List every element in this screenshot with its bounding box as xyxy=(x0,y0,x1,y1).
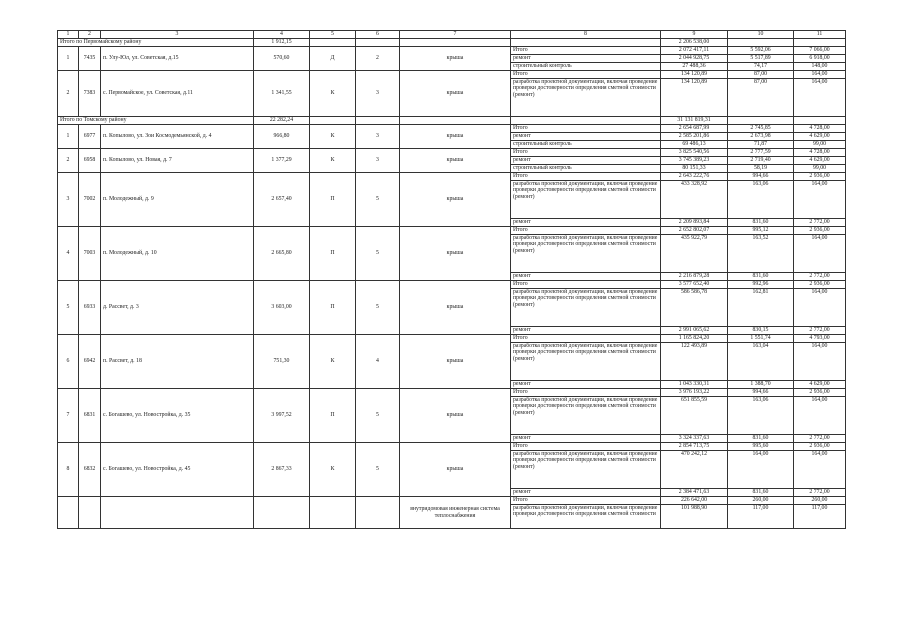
empty-cell xyxy=(794,117,846,125)
house-area: 1 377,29 xyxy=(254,149,310,173)
house-id: 6831 xyxy=(79,389,101,443)
house-address: п. Рассвет, д. 18 xyxy=(101,335,254,389)
tomsky-house-4-line-1 xyxy=(58,227,846,235)
cost-limit: 4 793,00 xyxy=(794,335,846,343)
empty-cell xyxy=(101,497,254,529)
cost-per-sqm: 2 673,98 xyxy=(728,133,794,141)
work-type: крыша xyxy=(400,227,511,281)
column-number-1: 1 xyxy=(58,31,79,39)
row-number: 4 xyxy=(58,227,79,281)
cost-per-sqm: 163,06 xyxy=(728,181,794,219)
house-class: П xyxy=(310,173,356,227)
cost-per-sqm: 2 719,40 xyxy=(728,157,794,165)
column-number-7: 7 xyxy=(400,31,511,39)
work-description: строительный контроль xyxy=(511,63,661,71)
empty-cell xyxy=(794,39,846,47)
house-id: 6942 xyxy=(79,335,101,389)
empty-cell xyxy=(400,117,511,125)
cost-limit: 2 936,00 xyxy=(794,227,846,235)
house-floors: 5 xyxy=(356,281,400,335)
work-description: Итого xyxy=(511,173,661,181)
work-description: ремонт xyxy=(511,327,661,335)
house-floors: 5 xyxy=(356,443,400,497)
cost-per-sqm: 1 551,74 xyxy=(728,335,794,343)
work-description: Итого xyxy=(511,149,661,157)
empty-cell xyxy=(400,39,511,47)
cost-limit: 164,00 xyxy=(794,181,846,219)
cost-total: 2 652 802,07 xyxy=(661,227,728,235)
empty-cell xyxy=(511,39,661,47)
cost-total: 3 324 337,63 xyxy=(661,435,728,443)
cost-total: 2 044 928,75 xyxy=(661,55,728,63)
cost-per-sqm: 831,60 xyxy=(728,219,794,227)
house-area: 2 867,33 xyxy=(254,443,310,497)
cost-total: 2 209 893,84 xyxy=(661,219,728,227)
cost-total: 433 328,92 xyxy=(661,181,728,219)
cost-per-sqm: 71,87 xyxy=(728,141,794,149)
work-description: ремонт xyxy=(511,489,661,497)
house-address: п. Улу-Юл, ул. Советская, д.15 xyxy=(101,47,254,71)
cost-per-sqm: 117,00 xyxy=(728,505,794,529)
house-address: п. Копылово, ул. Новая, д. 7 xyxy=(101,149,254,173)
cost-total: 2 854 713,75 xyxy=(661,443,728,451)
row-number: 2 xyxy=(58,149,79,173)
row-number: 3 xyxy=(58,173,79,227)
cost-total: 134 120,89 xyxy=(661,79,728,117)
house-id: 6832 xyxy=(79,443,101,497)
work-description: разработка проектной документации, включая проведение проверки достоверности определения сметной стоимости (ремонт) xyxy=(511,397,661,435)
house-floors: 4 xyxy=(356,335,400,389)
work-description: разработка проектной документации, включая проведение проверки достоверности определения сметной стоимости (ремонт) xyxy=(511,79,661,117)
cost-total: 1 165 824,20 xyxy=(661,335,728,343)
cost-per-sqm: 260,00 xyxy=(728,497,794,505)
cost-total: 101 988,90 xyxy=(661,505,728,529)
cost-total: 2 643 222,76 xyxy=(661,173,728,181)
work-description: Итого xyxy=(511,443,661,451)
empty-cell xyxy=(356,497,400,529)
house-id: 7003 xyxy=(79,227,101,281)
cost-limit: 4 629,00 xyxy=(794,381,846,389)
row-number: 1 xyxy=(58,125,79,149)
house-id: 6958 xyxy=(79,149,101,173)
house-floors: 3 xyxy=(356,71,400,117)
cost-limit: 164,00 xyxy=(794,289,846,327)
cost-total: 1 043 330,31 xyxy=(661,381,728,389)
cost-per-sqm: 994,66 xyxy=(728,173,794,181)
house-class: К xyxy=(310,71,356,117)
tomsky-total-row xyxy=(58,117,846,125)
cost-limit: 164,00 xyxy=(794,235,846,273)
cost-limit: 164,00 xyxy=(794,71,846,79)
tomsky-house-7-line-1 xyxy=(58,389,846,397)
cost-total: 80 151,33 xyxy=(661,165,728,173)
cost-per-sqm: 58,19 xyxy=(728,165,794,173)
house-address: д. Рассвет, д. 3 xyxy=(101,281,254,335)
work-type: крыша xyxy=(400,47,511,71)
work-description: разработка проектной документации, включая проведение проверки достоверности определения сметной стоимости (ремонт) xyxy=(511,451,661,489)
cost-limit: 2 772,00 xyxy=(794,327,846,335)
house-id: 6977 xyxy=(79,125,101,149)
cost-per-sqm: 87,00 xyxy=(728,79,794,117)
work-description: Итого xyxy=(511,227,661,235)
house-address: п. Копылово, ул. Зои Космодемьянской, д. 4 xyxy=(101,125,254,149)
work-description: Итого xyxy=(511,497,661,505)
cost-limit: 4 728,00 xyxy=(794,149,846,157)
cost-per-sqm: 1 388,70 xyxy=(728,381,794,389)
column-number-5: 5 xyxy=(310,31,356,39)
cost-limit: 260,00 xyxy=(794,497,846,505)
work-type: крыша xyxy=(400,443,511,497)
row-number: 1 xyxy=(58,47,79,71)
house-area: 2 657,40 xyxy=(254,173,310,227)
work-description: Итого xyxy=(511,281,661,289)
work-description: разработка проектной документации, включая проведение проверки достоверности определения сметной стоимости xyxy=(511,505,661,529)
work-description: ремонт xyxy=(511,381,661,389)
tail-line-1 xyxy=(58,497,846,505)
table-body xyxy=(58,31,846,529)
house-class: К xyxy=(310,125,356,149)
cost-limit: 2 936,00 xyxy=(794,281,846,289)
column-number-10: 10 xyxy=(728,31,794,39)
empty-cell xyxy=(310,117,356,125)
row-number: 6 xyxy=(58,335,79,389)
cost-total: 470 242,12 xyxy=(661,451,728,489)
cost-limit: 148,00 xyxy=(794,63,846,71)
cost-per-sqm: 830,15 xyxy=(728,327,794,335)
work-type: крыша xyxy=(400,71,511,117)
column-number-11: 11 xyxy=(794,31,846,39)
pervomaisky-house-1-line-1 xyxy=(58,47,846,55)
house-address: п. Молодежный, д. 10 xyxy=(101,227,254,281)
cost-per-sqm: 163,06 xyxy=(728,397,794,435)
cost-per-sqm: 2 777,59 xyxy=(728,149,794,157)
house-area: 966,80 xyxy=(254,125,310,149)
cost-per-sqm: 74,17 xyxy=(728,63,794,71)
work-description: разработка проектной документации, включая проведение проверки достоверности определения сметной стоимости (ремонт) xyxy=(511,235,661,273)
cost-total: 2 384 471,63 xyxy=(661,489,728,497)
house-class: Д xyxy=(310,47,356,71)
cost-per-sqm: 995,12 xyxy=(728,227,794,235)
house-area: 1 341,55 xyxy=(254,71,310,117)
work-description: ремонт xyxy=(511,435,661,443)
empty-cell xyxy=(310,497,356,529)
tomsky-house-2-line-1 xyxy=(58,149,846,157)
work-description: строительный контроль xyxy=(511,141,661,149)
work-description: Итого xyxy=(511,47,661,55)
empty-cell xyxy=(728,39,794,47)
cost-total: 586 586,78 xyxy=(661,289,728,327)
cost-limit: 2 936,00 xyxy=(794,173,846,181)
cost-per-sqm: 87,00 xyxy=(728,71,794,79)
house-id: 7383 xyxy=(79,71,101,117)
house-class: П xyxy=(310,389,356,443)
cost-limit: 2 936,00 xyxy=(794,389,846,397)
house-address: с. Богашево, ул. Новостройка, д. 35 xyxy=(101,389,254,443)
house-id: 7002 xyxy=(79,173,101,227)
cost-total: 2 216 879,28 xyxy=(661,273,728,281)
work-description: Итого xyxy=(511,125,661,133)
cost-limit: 2 772,00 xyxy=(794,219,846,227)
cost-limit: 4 629,00 xyxy=(794,157,846,165)
work-description: ремонт xyxy=(511,157,661,165)
tomsky-house-6-line-1 xyxy=(58,335,846,343)
house-class: К xyxy=(310,443,356,497)
work-description: Итого xyxy=(511,71,661,79)
document-sheet xyxy=(57,30,846,529)
column-number-6: 6 xyxy=(356,31,400,39)
cost-total: 226 642,00 xyxy=(661,497,728,505)
pervomaisky-total-row xyxy=(58,39,846,47)
capital-repair-table xyxy=(57,30,846,529)
district-total-area: 22 282,24 xyxy=(254,117,310,125)
pervomaisky-house-2-line-1 xyxy=(58,71,846,79)
house-id: 7435 xyxy=(79,47,101,71)
work-description: разработка проектной документации, включая проведение проверки достоверности определения сметной стоимости (ремонт) xyxy=(511,289,661,327)
house-class: К xyxy=(310,335,356,389)
cost-per-sqm: 5 592,06 xyxy=(728,47,794,55)
column-number-4: 4 xyxy=(254,31,310,39)
house-area: 2 665,80 xyxy=(254,227,310,281)
cost-limit: 164,00 xyxy=(794,451,846,489)
cost-per-sqm: 163,04 xyxy=(728,343,794,381)
house-id: 6933 xyxy=(79,281,101,335)
cost-total: 3 745 389,23 xyxy=(661,157,728,165)
cost-limit: 6 918,00 xyxy=(794,55,846,63)
tomsky-house-5-line-1 xyxy=(58,281,846,289)
work-description: строительный контроль xyxy=(511,165,661,173)
cost-per-sqm: 162,81 xyxy=(728,289,794,327)
cost-total: 2 991 065,62 xyxy=(661,327,728,335)
work-description: разработка проектной документации, включая проведение проверки достоверности определения сметной стоимости (ремонт) xyxy=(511,181,661,219)
house-address: с. Богашево, ул. Новостройка, д. 45 xyxy=(101,443,254,497)
cost-limit: 2 936,00 xyxy=(794,443,846,451)
house-area: 751,30 xyxy=(254,335,310,389)
work-type: внутридомовая инженерная система теплоснабжения xyxy=(400,497,511,529)
empty-cell xyxy=(79,497,101,529)
cost-per-sqm: 992,96 xyxy=(728,281,794,289)
column-number-3: 3 xyxy=(101,31,254,39)
row-number: 8 xyxy=(58,443,79,497)
cost-total: 2 585 201,86 xyxy=(661,133,728,141)
work-type: крыша xyxy=(400,149,511,173)
empty-cell xyxy=(310,39,356,47)
house-address: п. Молодежный, д. 9 xyxy=(101,173,254,227)
cost-per-sqm: 164,00 xyxy=(728,451,794,489)
house-area: 570,60 xyxy=(254,47,310,71)
cost-limit: 2 772,00 xyxy=(794,273,846,281)
district-total-area: 1 912,15 xyxy=(254,39,310,47)
house-floors: 3 xyxy=(356,149,400,173)
house-address: с. Первомайское, ул. Советская, д.11 xyxy=(101,71,254,117)
house-class: П xyxy=(310,227,356,281)
work-type: крыша xyxy=(400,335,511,389)
cost-limit: 2 772,00 xyxy=(794,435,846,443)
cost-total: 651 855,59 xyxy=(661,397,728,435)
cost-limit: 164,00 xyxy=(794,397,846,435)
cost-per-sqm: 831,60 xyxy=(728,489,794,497)
cost-total: 3 825 540,56 xyxy=(661,149,728,157)
row-number: 2 xyxy=(58,71,79,117)
empty-cell xyxy=(58,497,79,529)
work-description: Итого xyxy=(511,389,661,397)
house-class: П xyxy=(310,281,356,335)
district-total-sum: 31 131 819,31 xyxy=(661,117,728,125)
cost-per-sqm: 5 517,89 xyxy=(728,55,794,63)
cost-per-sqm: 831,60 xyxy=(728,435,794,443)
cost-per-sqm: 994,66 xyxy=(728,389,794,397)
empty-cell xyxy=(356,117,400,125)
column-number-9: 9 xyxy=(661,31,728,39)
work-description: ремонт xyxy=(511,219,661,227)
empty-cell xyxy=(511,117,661,125)
district-total-label: Итого по Томскому району xyxy=(58,117,254,125)
cost-total: 27 488,36 xyxy=(661,63,728,71)
cost-per-sqm: 831,60 xyxy=(728,273,794,281)
cost-limit: 117,00 xyxy=(794,505,846,529)
cost-limit: 7 066,00 xyxy=(794,47,846,55)
empty-cell xyxy=(356,39,400,47)
work-type: крыша xyxy=(400,389,511,443)
house-floors: 3 xyxy=(356,125,400,149)
header-row xyxy=(58,31,846,39)
cost-limit: 2 772,00 xyxy=(794,489,846,497)
cost-limit: 99,00 xyxy=(794,165,846,173)
work-description: Итого xyxy=(511,335,661,343)
cost-total: 435 922,79 xyxy=(661,235,728,273)
work-description: ремонт xyxy=(511,55,661,63)
cost-limit: 4 728,00 xyxy=(794,125,846,133)
work-type: крыша xyxy=(400,173,511,227)
cost-total: 2 072 417,11 xyxy=(661,47,728,55)
cost-total: 134 120,89 xyxy=(661,71,728,79)
row-number: 7 xyxy=(58,389,79,443)
empty-cell xyxy=(254,497,310,529)
cost-limit: 164,00 xyxy=(794,343,846,381)
house-area: 3 997,52 xyxy=(254,389,310,443)
tomsky-house-1-line-1 xyxy=(58,125,846,133)
district-total-label: Итого по Первомайскому району xyxy=(58,39,254,47)
column-number-2: 2 xyxy=(79,31,101,39)
district-total-sum: 2 206 538,00 xyxy=(661,39,728,47)
cost-total: 3 976 193,22 xyxy=(661,389,728,397)
cost-total: 69 486,13 xyxy=(661,141,728,149)
work-type: крыша xyxy=(400,281,511,335)
tomsky-house-3-line-1 xyxy=(58,173,846,181)
house-floors: 5 xyxy=(356,227,400,281)
house-floors: 2 xyxy=(356,47,400,71)
house-area: 3 603,00 xyxy=(254,281,310,335)
cost-limit: 164,00 xyxy=(794,79,846,117)
cost-limit: 99,00 xyxy=(794,141,846,149)
cost-per-sqm: 2 745,85 xyxy=(728,125,794,133)
work-description: ремонт xyxy=(511,273,661,281)
house-floors: 5 xyxy=(356,173,400,227)
work-description: разработка проектной документации, включая проведение проверки достоверности определения сметной стоимости (ремонт) xyxy=(511,343,661,381)
cost-per-sqm: 995,60 xyxy=(728,443,794,451)
cost-per-sqm: 163,52 xyxy=(728,235,794,273)
work-type: крыша xyxy=(400,125,511,149)
tomsky-house-8-line-1 xyxy=(58,443,846,451)
column-number-8: 8 xyxy=(511,31,661,39)
row-number: 5 xyxy=(58,281,79,335)
empty-cell xyxy=(728,117,794,125)
cost-total: 3 577 652,40 xyxy=(661,281,728,289)
work-description: ремонт xyxy=(511,133,661,141)
cost-total: 2 654 687,99 xyxy=(661,125,728,133)
house-class: К xyxy=(310,149,356,173)
cost-limit: 4 629,00 xyxy=(794,133,846,141)
cost-total: 122 493,89 xyxy=(661,343,728,381)
house-floors: 5 xyxy=(356,389,400,443)
